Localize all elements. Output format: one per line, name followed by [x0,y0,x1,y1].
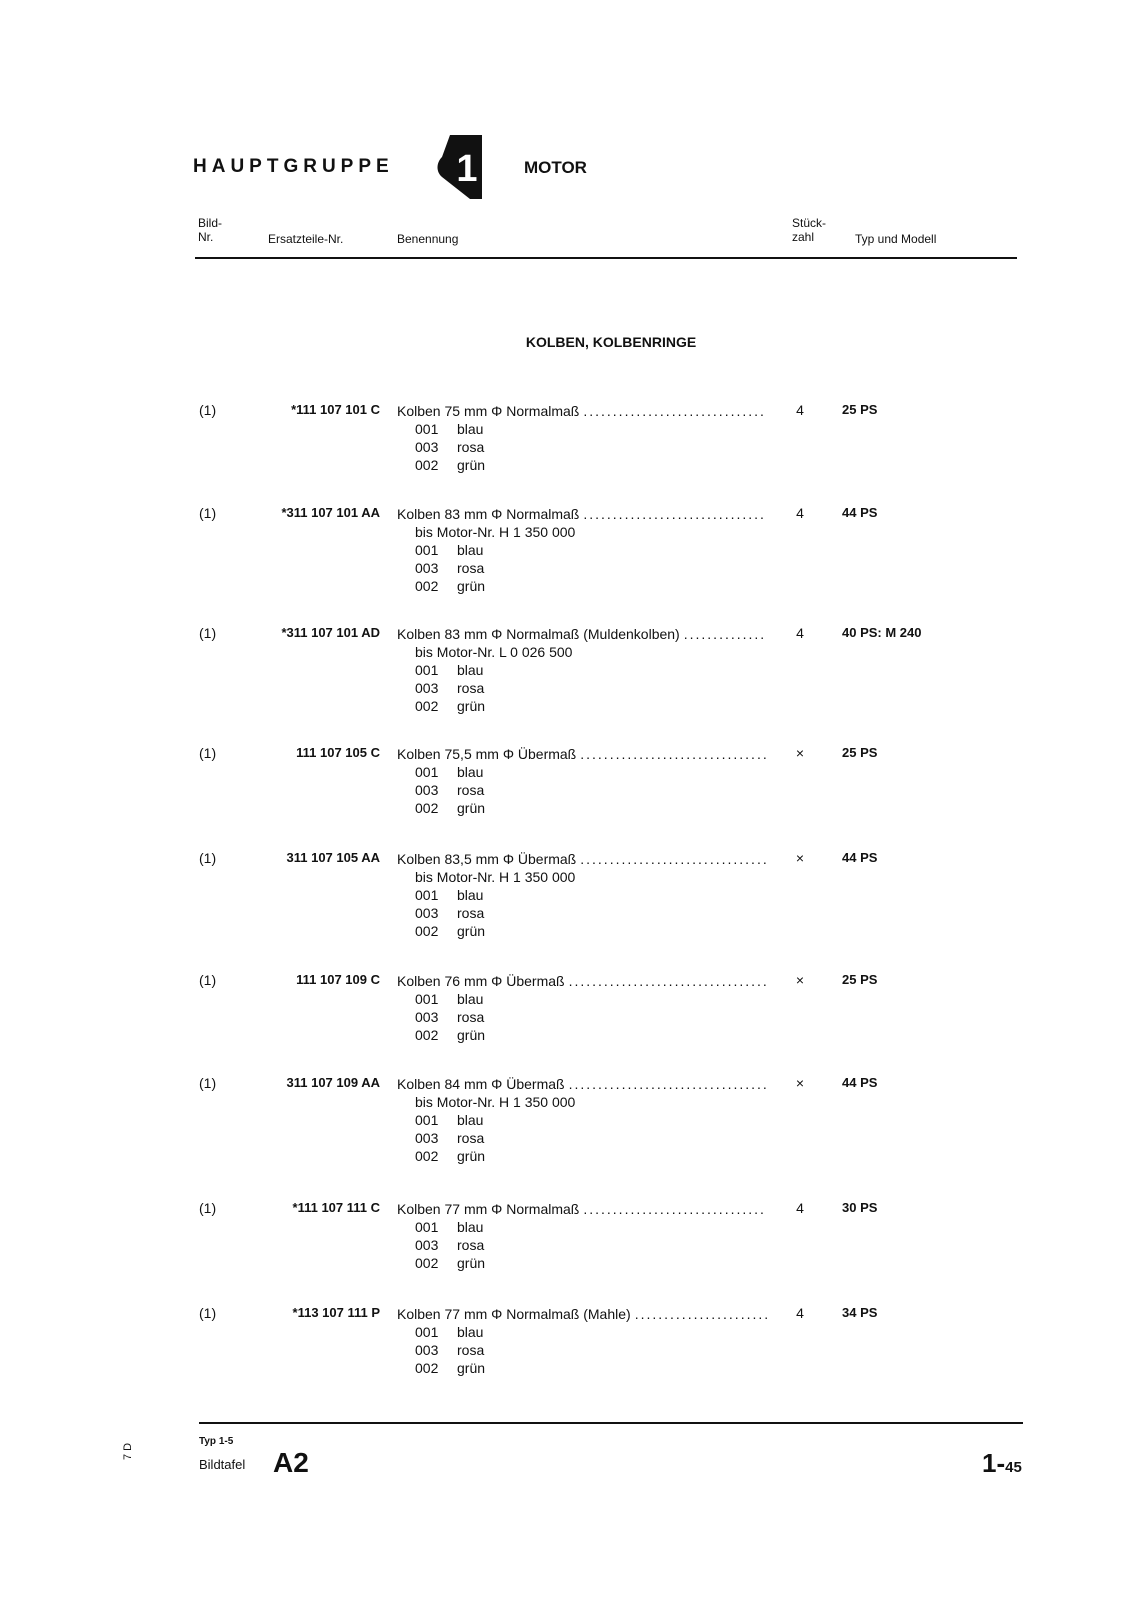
bild-number: (1) [199,505,217,521]
col-name: Benennung [397,232,459,246]
col-model: Typ und Modell [855,232,937,246]
quantity: 4 [796,1305,804,1321]
page-number: 1-45 [982,1448,1022,1478]
model: 44 PS [842,505,878,520]
bild-number: (1) [199,625,217,641]
part-description: Kolben 84 mm Φ Übermaß ..... bis Motor-Nr. H 1 350 000 001 blau 003 rosa 002 grün [397,1075,767,1165]
color-variant: 002 grün [415,1255,486,1271]
bild-number: (1) [199,972,217,988]
footer-rule [199,1422,1023,1424]
header-rule [195,257,1017,259]
color-variant: 003 rosa [415,560,485,576]
bild-number: (1) [199,402,217,418]
color-variant: 003 rosa [415,1130,485,1146]
quantity: 4 [796,1200,804,1216]
color-variant: 001 blau [415,1112,484,1128]
color-variant: 003 rosa [415,439,485,455]
part-description: Kolben 83,5 mm Φ Übermaß ..... bis Motor-Nr. H 1 350 000 001 blau 003 rosa 002 grün [397,850,767,940]
model: 44 PS [842,850,878,865]
part-number: *311 107 101 AA [281,505,380,520]
part-number: *111 107 101 C [291,402,380,417]
part-number: 311 107 105 AA [286,850,380,865]
group-number: 1 [456,148,478,190]
quantity: 4 [796,625,804,641]
part-note: bis Motor-Nr. H 1 350 000 [415,1094,576,1110]
color-variant: 002 grün [415,1360,486,1376]
quantity: × [795,1075,805,1091]
color-variant: 003 rosa [415,1009,485,1025]
model: 30 PS [842,1200,878,1215]
bild-number: (1) [199,850,217,866]
model: 25 PS [842,972,878,987]
part-number: 111 107 109 C [296,972,380,987]
model: 25 PS [842,402,878,417]
part-number: *111 107 111 C [292,1200,380,1215]
color-variant: 003 rosa [415,680,485,696]
col-qty: Stück- zahl [792,216,827,244]
color-variant: 003 rosa [415,905,485,921]
part-number: *113 107 111 P [292,1305,380,1320]
bild-number: (1) [199,1200,217,1216]
quantity: 4 [796,402,804,418]
color-variant: 002 grün [415,923,486,939]
color-variant: 001 blau [415,421,484,437]
group-title: MOTOR [524,158,587,177]
part-description: Kolben 75 mm Φ Normalmaß ..... 001 blau 003 rosa 002 grün [397,402,767,474]
col-part-no: Ersatzteile-Nr. [268,232,344,246]
color-variant: 002 grün [415,578,486,594]
color-variant: 001 blau [415,1324,484,1340]
color-variant: 002 grün [415,800,486,816]
part-description: Kolben 83 mm Φ Normalmaß ..... bis Motor-Nr. H 1 350 000 001 blau 003 rosa 002 grün [397,505,767,595]
part-description: Kolben 77 mm Φ Normalmaß ..... 001 blau 003 rosa 002 grün [397,1200,767,1272]
group-label: HAUPTGRUPPE [193,156,394,177]
footer-bildtafel: Bildtafel [199,1457,246,1472]
part-description: Kolben 83 mm Φ Normalmaß (Muldenkolben) ..... bis Motor-Nr. L 0 026 500 001 blau 003 rosa 002 grün [397,625,767,715]
part-description: Kolben 76 mm Φ Übermaß ..... 001 blau 003 rosa 002 grün [397,972,767,1044]
color-variant: 002 grün [415,698,486,714]
bild-number: (1) [199,745,217,761]
color-variant: 002 grün [415,1027,486,1043]
color-variant: 002 grün [415,1148,486,1164]
color-variant: 003 rosa [415,782,485,798]
group-badge-icon [436,133,488,201]
part-number: 311 107 109 AA [286,1075,380,1090]
color-variant: 001 blau [415,662,484,678]
section-title: KOLBEN, KOLBENRINGE [525,334,697,350]
color-variant: 003 rosa [415,1237,485,1253]
quantity: × [795,850,805,866]
model: 40 PS: M 240 [842,625,922,640]
footer-typ: Typ 1-5 [199,1436,234,1447]
quantity: 4 [796,505,804,521]
color-variant: 001 blau [415,887,484,903]
quantity: × [795,972,805,988]
part-description: Kolben 75,5 mm Φ Übermaß ..... 001 blau 003 rosa 002 grün [397,745,767,817]
bild-number: (1) [199,1305,217,1321]
model: 44 PS [842,1075,878,1090]
group-number-badge [436,133,488,201]
color-variant: 001 blau [415,991,484,1007]
part-number: *311 107 101 AD [281,625,380,640]
bild-number: (1) [199,1075,217,1091]
color-variant: 001 blau [415,764,484,780]
col-bild: Bild- Nr. [198,216,223,244]
model: 34 PS [842,1305,878,1320]
part-note: bis Motor-Nr. H 1 350 000 [415,869,576,885]
part-number: 111 107 105 C [296,745,380,760]
part-note: bis Motor-Nr. H 1 350 000 [415,524,576,540]
color-variant: 002 grün [415,457,486,473]
footer-plate: A2 [273,1447,309,1478]
quantity: × [795,745,805,761]
color-variant: 001 blau [415,542,484,558]
color-variant: 001 blau [415,1219,484,1235]
part-note: bis Motor-Nr. L 0 026 500 [415,644,573,660]
model: 25 PS [842,745,878,760]
color-variant: 003 rosa [415,1342,485,1358]
margin-mark: 7 D [122,1442,134,1460]
part-description: Kolben 77 mm Φ Normalmaß (Mahle) ..... 001 blau 003 rosa 002 grün [397,1305,767,1377]
